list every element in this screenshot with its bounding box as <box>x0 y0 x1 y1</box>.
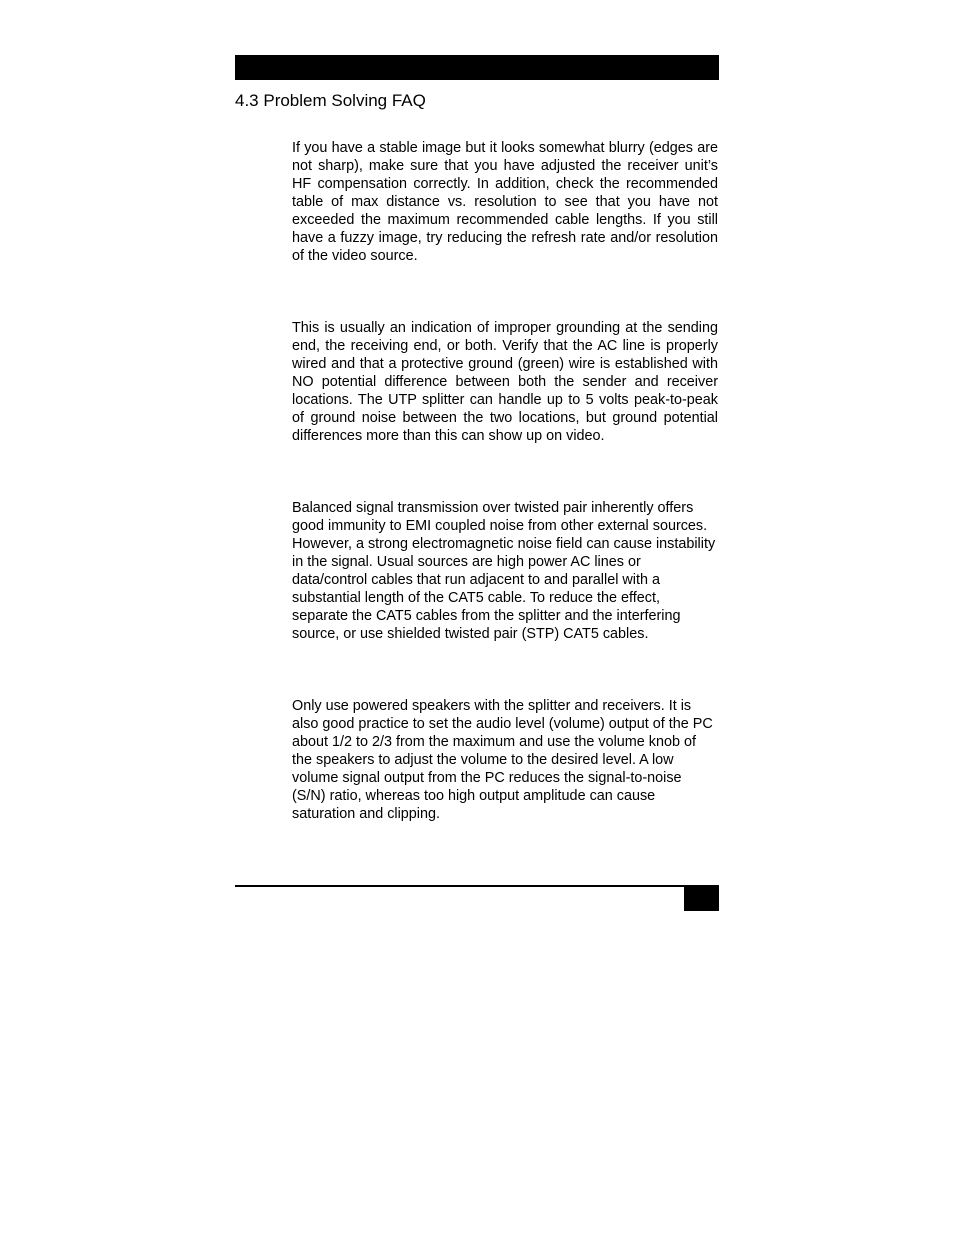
page-number-box <box>684 887 719 911</box>
footer-rule <box>235 885 719 887</box>
faq-paragraph-blurry-image: If you have a stable image but it looks somewhat blurry (edges are not sharp), make sure that you have adjusted the receiver unit’s HF compensation correctly. In addition, check the recommended table of max distance vs. resolution to see that you have not exceeded the maximum recommended cable lengths. If you still have a fuzzy image, try reducing the refresh rate and/or resolution of the video source. <box>292 140 718 264</box>
header-bar <box>235 55 719 80</box>
faq-paragraph-audio: Only use powered speakers with the splitter and receivers. It is also good practice to set the audio level (volume) output of the PC about 1/2 to 2/3 from the maximum and use the volume knob of the speakers to adjust the volume to the desired level. A low volume signal output from the PC reduces the signal-to-noise (S/N) ratio, whereas too high output amplitude can cause saturation and clipping. <box>292 698 713 822</box>
faq-paragraph-emi-noise: Balanced signal transmission over twisted pair inherently offers good immunity to EMI coupled noise from other external sources. However, a strong electromagnetic noise field can cause instability in the signal. Usual sources are high power AC lines or data/control cables that run adjacent to and parallel with a substantial length of the CAT5 cable. To reduce the effect, separate the CAT5 cables from the splitter and the interfering source, or use shielded twisted pair (STP) CAT5 cables. <box>292 500 716 642</box>
section-title: 4.3 Problem Solving FAQ <box>235 91 426 110</box>
faq-paragraph-grounding: This is usually an indication of improper grounding at the sending end, the receiving end, or both. Verify that the AC line is properly wired and that a protective ground (green) wire is established with NO potential difference between both the sender and receiver locations. The UTP splitter can handle up to 5 volts peak-to-peak of ground noise between the two locations, but ground potential differences more than this can show up on video. <box>292 320 718 444</box>
